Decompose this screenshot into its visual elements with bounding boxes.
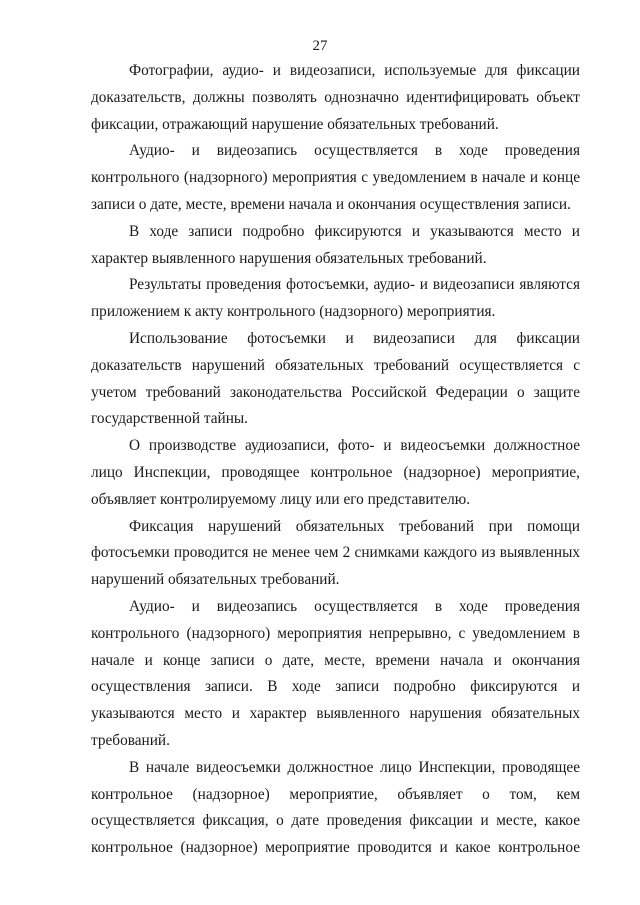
paragraph	[91, 326, 580, 433]
text-line: доказательств, должны позволять однозначно идентифицировать объект	[91, 88, 580, 106]
text-line: нарушений обязательных требований.	[91, 571, 340, 589]
paragraph	[91, 755, 580, 862]
page-number: 27	[312, 38, 328, 54]
text-line: записи о дате, месте, времени начала и окончания осуществления записи.	[91, 195, 571, 213]
paragraph	[91, 138, 580, 218]
text-line: О производстве аудиозаписи, фото- и видеосъемки должностное	[129, 437, 580, 455]
text-line: Аудио- и видеозапись осуществляется в ходе проведения	[129, 142, 580, 160]
paragraph	[91, 58, 580, 138]
text-line: Использование фотосъемки и видеозаписи для фиксации	[129, 329, 580, 347]
paragraph	[91, 219, 580, 273]
text-line: характер выявленного нарушения обязательных требований.	[91, 249, 487, 267]
text-line: Результаты проведения фотосъемки, аудио- и видеозаписи являются	[129, 276, 580, 294]
text-line: В начале видеосъемки должностное лицо Инспекции, проводящее	[129, 758, 580, 776]
text-line: начале и конце записи о дате, месте, времени начала и окончания	[91, 651, 580, 669]
text-line: доказательств нарушений обязательных требований осуществляется с	[91, 356, 580, 374]
text-line: контрольного (надзорного) мероприятия с уведомлением в начале и конце	[91, 169, 580, 187]
text-line: контрольного (надзорного) мероприятия непрерывно, с уведомлением в	[91, 624, 580, 642]
text-line: Фиксация нарушений обязательных требований при помощи	[129, 517, 580, 535]
text-line: контрольное (надзорное) мероприятие, объявляет о том, кем	[91, 785, 580, 803]
paragraph	[91, 594, 580, 755]
text-line: указываются место и характер выявленного нарушения обязательных	[91, 705, 580, 723]
paragraph	[91, 272, 580, 326]
text-line: контрольное (надзорное) мероприятие проводится и какое контрольное	[91, 839, 580, 857]
text-line: приложением к акту контрольного (надзорного) мероприятия.	[91, 303, 496, 321]
text-line: Фотографии, аудио- и видеозаписи, используемые для фиксации	[129, 62, 580, 79]
text-line: осуществления записи. В ходе записи подробно фиксируются и	[91, 678, 580, 696]
text-line: осуществляется фиксация, о дате проведения фиксации и месте, какое	[91, 812, 580, 830]
paragraph	[91, 433, 580, 513]
paragraph	[91, 514, 580, 594]
text-line: Аудио- и видеозапись осуществляется в ходе проведения	[129, 597, 580, 615]
text-line: государственной тайны.	[91, 410, 248, 428]
text-line: требований.	[91, 731, 170, 749]
text-line: фиксации, отражающий нарушение обязательных требований.	[91, 115, 499, 133]
text-line: В ходе записи подробно фиксируются и указываются место и	[129, 222, 580, 240]
text-line: фотосъемки проводится не менее чем 2 снимками каждого из выявленных	[91, 544, 580, 562]
text-line: объявляет контролируемому лицу или его представителю.	[91, 490, 471, 508]
text-line: учетом требований законодательства Российской Федерации о защите	[91, 383, 580, 401]
document-body	[91, 58, 580, 862]
text-line: лицо Инспекции, проводящее контрольное (надзорное) мероприятие,	[91, 463, 580, 481]
